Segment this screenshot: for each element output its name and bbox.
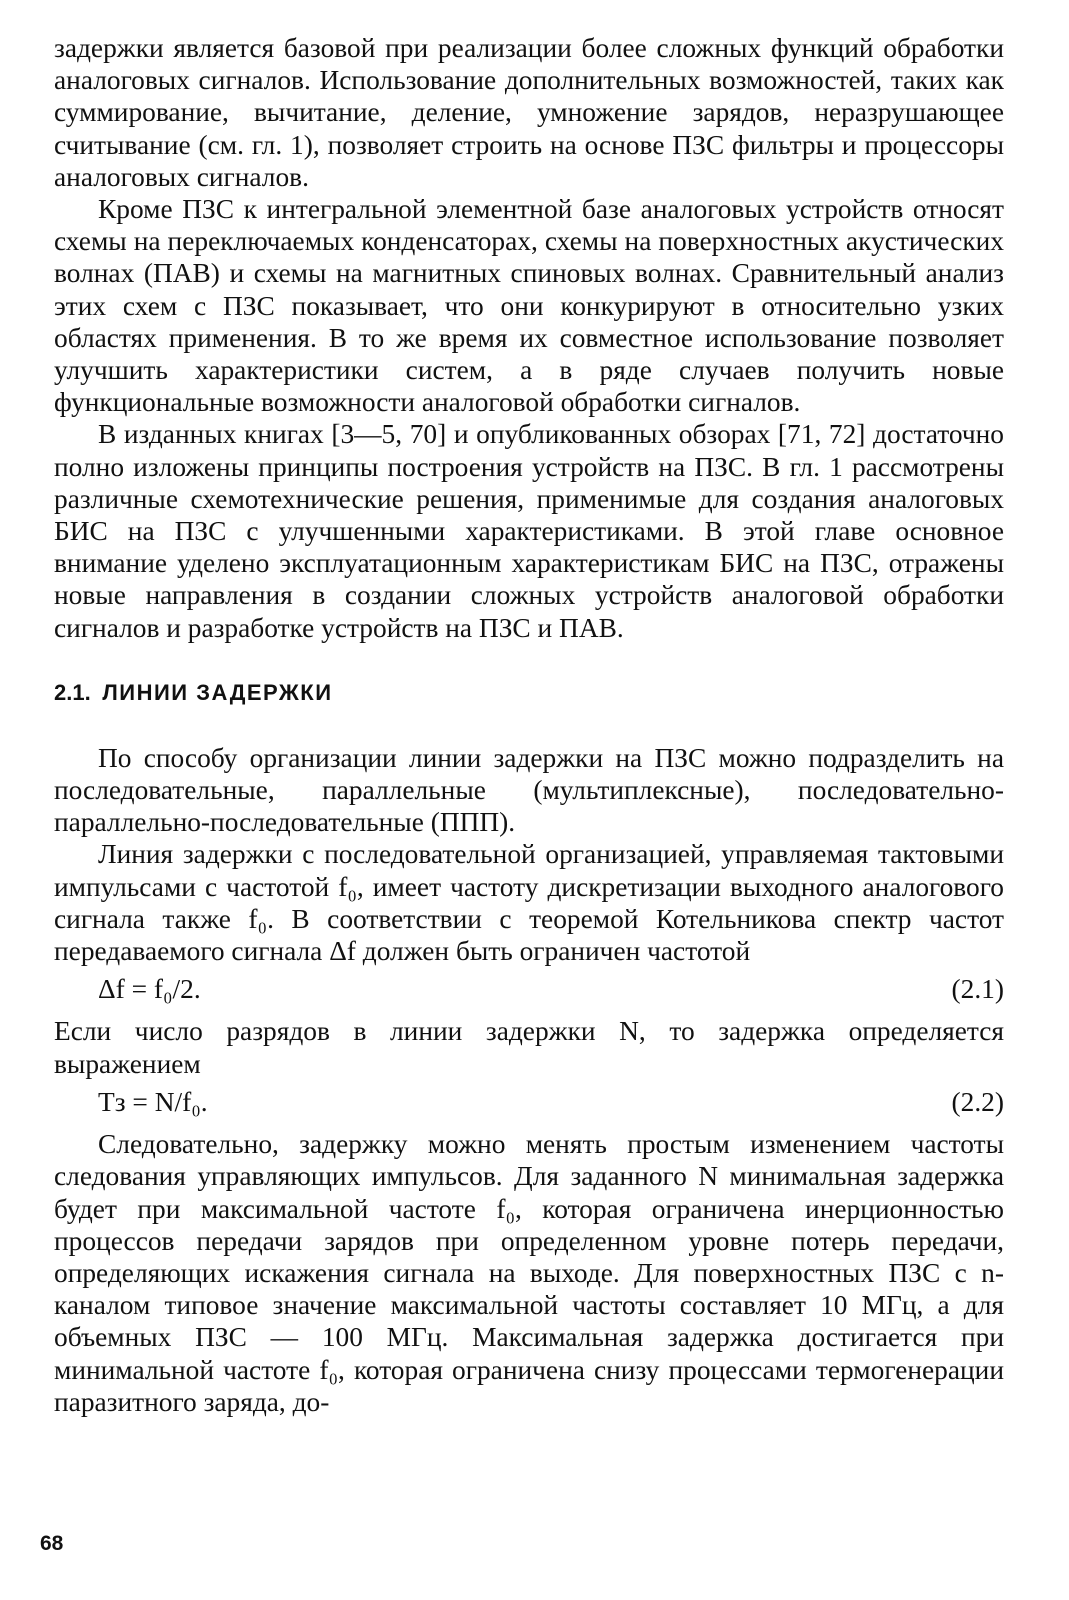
paragraph-delay-definition: Если число разрядов в линии задержки N, то задержка определяется выражением [54, 1016, 1004, 1079]
paragraph-serial-line: Линия задержки с последовательной организацией, управляемая тактовыми импульсами с частотой f₀, имеет частоту дискретизации выходного аналогового сигнала также f₀. В соответствии с теоремой Котельникова спектр частот передаваемого сигнала Δf должен быть ограничен частотой [54, 839, 1004, 967]
section-heading [54, 677, 1004, 709]
formula-2-1-number: (2.1) [951, 974, 1004, 1005]
paragraph-element-base: Кроме ПЗС к интегральной элементной базе аналоговых устройств относят схемы на переключаемых конденсаторах, схемы на поверхностных акустических волнах (ПАВ) и схемы на магнитных спиновых волнах. Сравнительный анализ этих схем с ПЗС показывает, что они конкурируют в относительно узких областях применения. В то же время их совместное использование позволяет улучшить характеристики систем, а в ряде случаев получить новые функциональные возможности аналоговой обработки сигналов. [54, 194, 1004, 418]
formula-2-1-expression: Δf = f₀/2. [98, 974, 201, 1005]
paragraph-literature: В изданных книгах [3—5, 70] и опубликованных обзорах [71, 72] достаточно полно изложены принципы построения устройств на ПЗС. В гл. 1 рассмотрены различные схемотехнические решения, применимые для создания аналоговых БИС на ПЗС с улучшенными характеристиками. В этой главе основное внимание уделено эксплуатационным характеристикам БИС на ПЗС, отражены новые направления в создании сложных устройств аналоговой обработки сигналов и разработке устройств на ПЗС и ПАВ. [54, 419, 1004, 643]
formula-2-2-number: (2.2) [951, 1086, 1004, 1117]
formula-2-2 [54, 1086, 1004, 1118]
paragraph-intro-continuation: задержки является базовой при реализации более сложных функций обработки аналоговых сигналов. Использование дополнительных возможностей, таких как суммирование, вычитание, деление, умножение зарядов, неразрушающее считывание (см. гл. 1), позволяет строить на основе ПЗС фильтры и процессоры аналоговых сигналов. [54, 33, 1004, 192]
formula-2-1 [54, 973, 1004, 1005]
formula-2-2-expression: Tз = N/f₀. [98, 1086, 208, 1117]
section-title: ЛИНИИ ЗАДЕРЖКИ [102, 679, 333, 705]
section-number: 2.1. [54, 679, 91, 705]
paragraph-organization: По способу организации линии задержки на ПЗС можно подразделить на последовательные, параллельные (мультиплексные), последовательно-параллельно-последовательные (ППП). [54, 742, 1004, 838]
paragraph-delay-control: Следовательно, задержку можно менять простым изменением частоты следования управляющих импульсов. Для заданного N минимальная задержка будет при максимальной частоте f₀, которая ограничена инерционностью процессов передачи зарядов при определенном уровне потерь передачи, определяющих искажения сигнала на выходе. Для поверхностных ПЗС с n-каналом типовое значение максимальной частоты составляет 10 МГц, а для объемных ПЗС — 100 МГц. Максимальная задержка достигается при минимальной частоте f₀, которая ограничена снизу процессами термогенерации паразитного заряда, до- [54, 1129, 1004, 1417]
page-content [54, 32, 1004, 1418]
page-number: 68 [40, 1532, 64, 1555]
